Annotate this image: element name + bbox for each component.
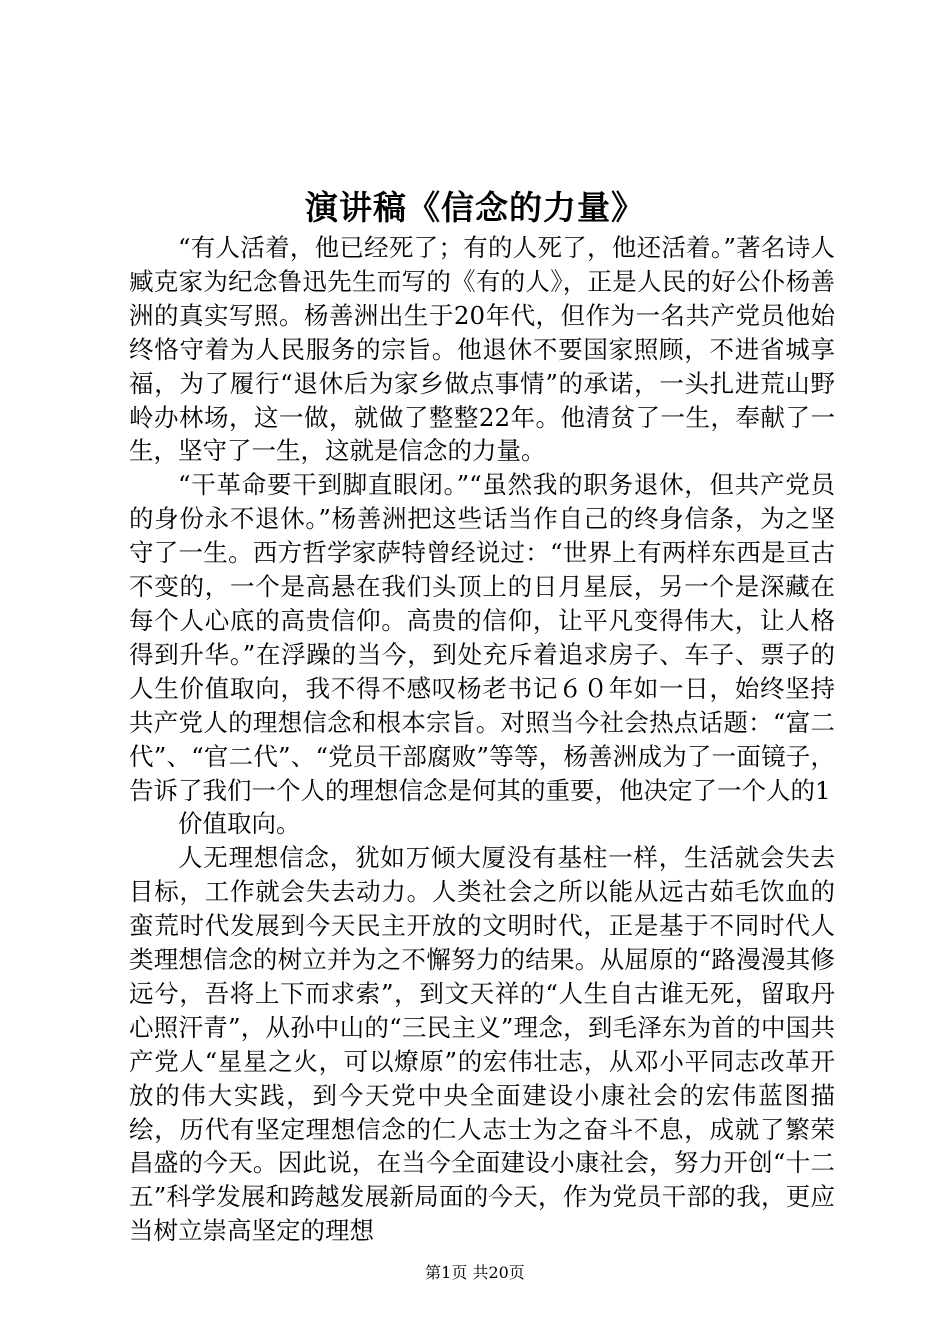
paragraph-2: “干革命要干到脚直眼闭。”“虽然我的职务退休，但共产党员的身份永不退休。”杨善洲把这些话当作自己的终身信条，为之坚守了一生。西方哲学家萨特曾经说过：“世界上有两样东西是亘古不变的，一个是高悬在我们头顶上的日月星辰，另一个是深藏在每个人心底的高贵信仰。高贵的信仰，让平凡变得伟大，让人格得到升华。”在浮躁的当今，到处充斥着追求房子、车子、票子的人生价值取向，我不得不感叹杨老书记６０年如一日，始终坚持共产党人的理想信念和根本宗旨。对照当今社会热点话题：“富二代”、“官二代”、“党员干部腐败”等等，杨善洲成为了一面镜子，告诉了我们一个人的理想信念是何其的重要，他决定了一个人的1 [129, 470, 835, 805]
paragraph-3: 价值取向。 [178, 809, 301, 839]
paragraph-1: “有人活着，他已经死了；有的人死了，他还活着。”著名诗人臧克家为纪念鲁迅先生而写的《有的人》，正是人民的好公仆杨善洲的真实写照。杨善洲出生于20年代，但作为一名共产党员他始终恪守着为人民服务的宗旨。他退休不要国家照顾，不进省城享福，为了履行“退休后为家乡做点事情”的承诺，一头扎进荒山野岭办林场，这一做，就做了整整22年。他清贫了一生，奉献了一生，坚守了一生，这就是信念的力量。 [129, 233, 835, 466]
document-body [129, 231, 835, 1248]
paragraph-4: 人无理想信念，犹如万倾大厦没有基柱一样，生活就会失去目标，工作就会失去动力。人类社会之所以能从远古茹毛饮血的蛮荒时代发展到今天民主开放的文明时代，正是基于不同时代人类理想信念的树立并为之不懈努力的结果。从屈原的“路漫漫其修远兮，吾将上下而求索”，到文天祥的“人生自古谁无死，留取丹心照汗青”，从孙中山的“三民主义”理念，到毛泽东为首的中国共产党人“星星之火，可以燎原”的宏伟壮志，从邓小平同志改革开放的伟大实践，到今天党中央全面建设小康社会的宏伟蓝图描绘，历代有坚定理想信念的仁人志士为之奋斗不息，成就了繁荣昌盛的今天。因此说，在当今全面建设小康社会，努力开创“十二五”科学发展和跨越发展新局面的今天，作为党员干部的我，更应当树立崇高坚定的理想 [129, 843, 835, 1246]
document-title: 演讲稿《信念的力量》 [305, 188, 645, 227]
page-footer: 第1页 共20页 [425, 1263, 525, 1282]
